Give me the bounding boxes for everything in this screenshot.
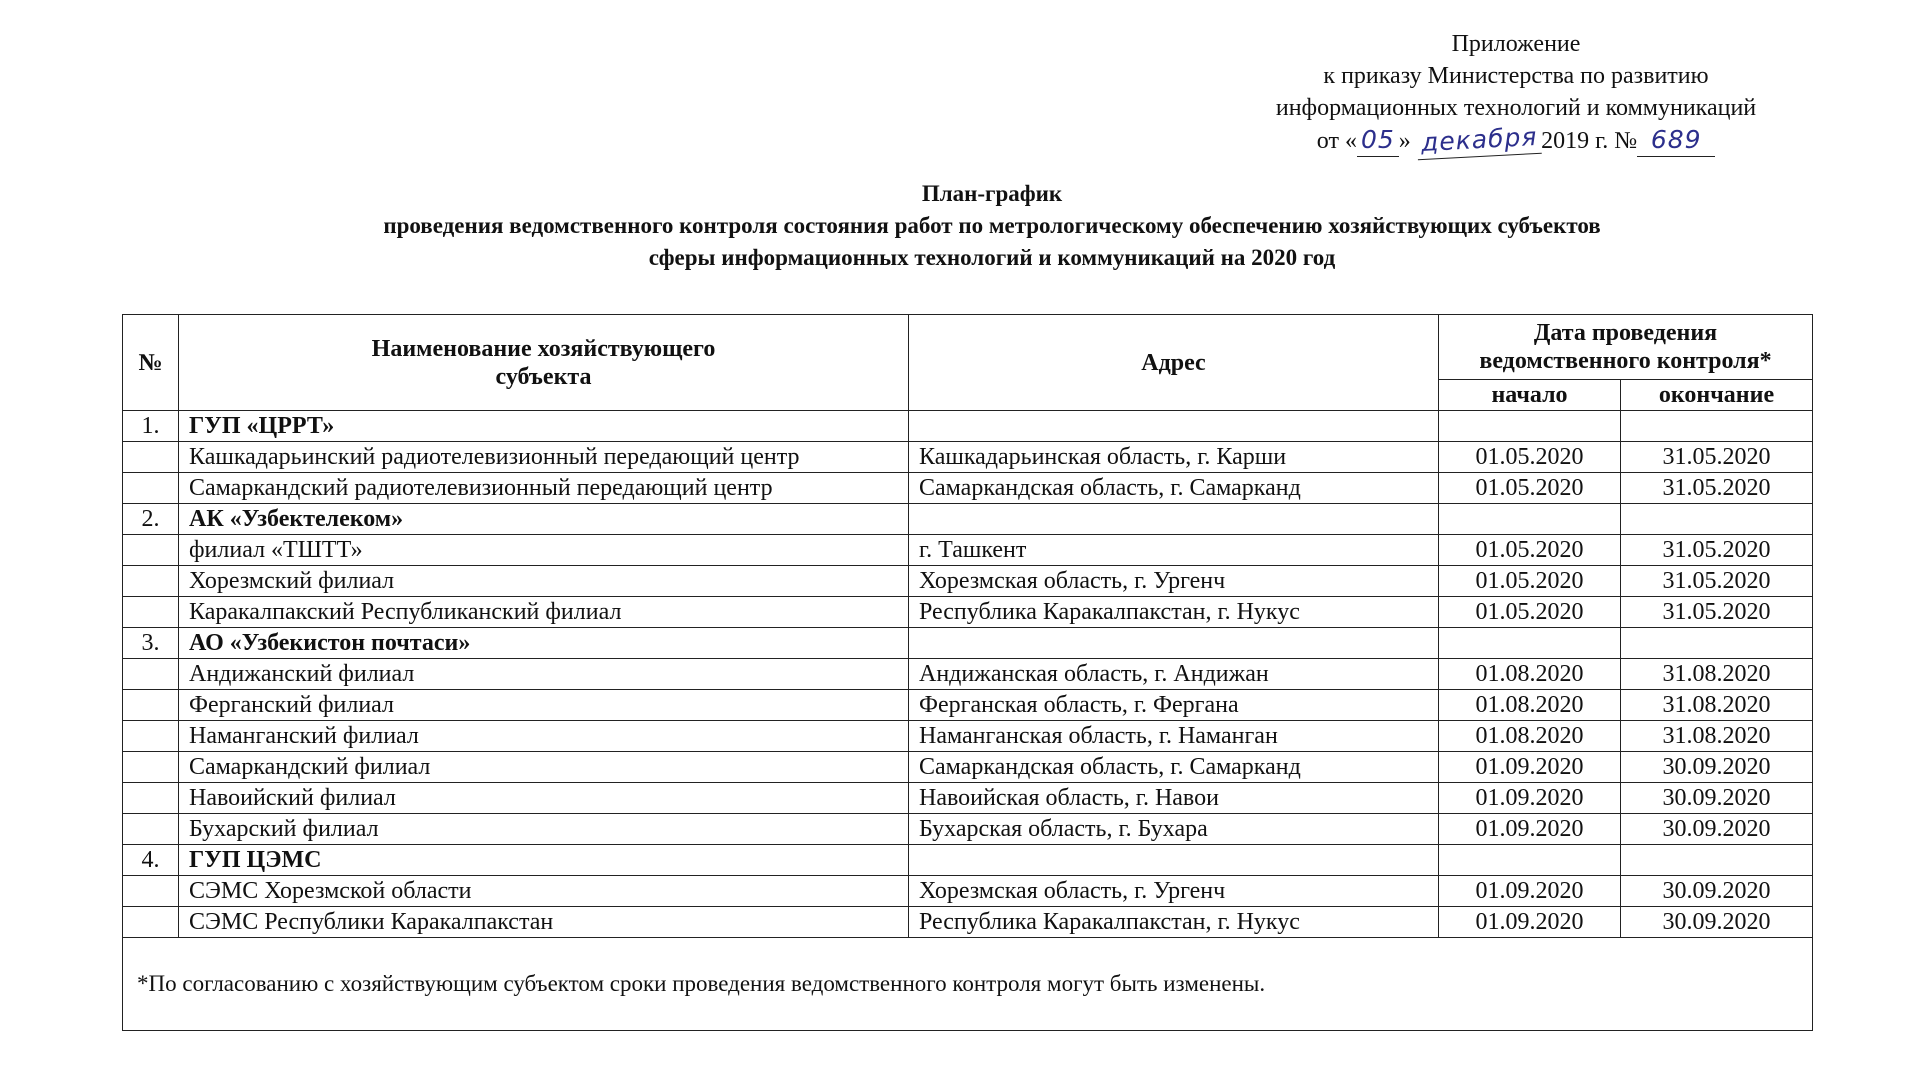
row-start-date: 01.08.2020 (1439, 659, 1621, 690)
title-line-1: План-график (921, 181, 1063, 206)
row-entity-name: ГУП «ЦРРТ» (179, 411, 909, 442)
table-row (123, 566, 1813, 597)
row-start-date: 01.05.2020 (1439, 442, 1621, 473)
header-control-date-line-1: Дата проведения (1533, 320, 1718, 346)
row-entity-name: Навоийский филиал (179, 783, 909, 814)
row-number (123, 814, 179, 845)
header-end: окончание (1621, 380, 1813, 411)
table-row (123, 597, 1813, 628)
row-address: Навоийская область, г. Навои (909, 783, 1439, 814)
row-start-date: 01.05.2020 (1439, 535, 1621, 566)
header-number: № (123, 315, 179, 411)
footnote: *По согласованию с хозяйствующим субъектом сроки проведения ведомственного контроля могут быть изменены. (123, 938, 1813, 1031)
table-group-row (123, 845, 1813, 876)
table-row (123, 783, 1813, 814)
row-number (123, 566, 179, 597)
table-row (123, 814, 1813, 845)
row-end-date: 31.05.2020 (1621, 473, 1813, 504)
row-number: 4. (123, 845, 179, 876)
row-end-date: 31.08.2020 (1621, 721, 1813, 752)
table-group-row (123, 411, 1813, 442)
title-line-2: проведения ведомственного контроля состояния работ по метрологическому обеспечению хозяйствующих субъектов (383, 213, 1601, 238)
row-number (123, 659, 179, 690)
table-group-row (123, 628, 1813, 659)
row-entity-name: Андижанский филиал (179, 659, 909, 690)
row-entity-name: Бухарский филиал (179, 814, 909, 845)
row-number: 3. (123, 628, 179, 659)
row-entity-name: АК «Узбектелеком» (179, 504, 909, 535)
appendix-ministry: информационных технологий и коммуникаций (1275, 95, 1757, 121)
table-row (123, 473, 1813, 504)
row-number (123, 597, 179, 628)
row-end-date: 31.05.2020 (1621, 535, 1813, 566)
table-row (123, 876, 1813, 907)
row-number: 2. (123, 504, 179, 535)
row-start-date: 01.05.2020 (1439, 473, 1621, 504)
row-address: Андижанская область, г. Андижан (909, 659, 1439, 690)
row-end-date: 31.08.2020 (1621, 659, 1813, 690)
row-end-date: 30.09.2020 (1621, 752, 1813, 783)
table-group-row (123, 504, 1813, 535)
row-address: Наманганская область, г. Наманган (909, 721, 1439, 752)
row-address: Республика Каракалпакстан, г. Нукус (909, 907, 1439, 938)
row-address: Хорезмская область, г. Ургенч (909, 876, 1439, 907)
row-address: Кашкадарьинская область, г. Карши (909, 442, 1439, 473)
row-number (123, 907, 179, 938)
header-start: начало (1439, 380, 1621, 411)
row-start-date: 01.05.2020 (1439, 597, 1621, 628)
row-start-date: 01.09.2020 (1439, 907, 1621, 938)
table-row (123, 752, 1813, 783)
handwritten-month: декабря (1416, 121, 1542, 160)
row-address (909, 628, 1439, 659)
table-body (123, 411, 1813, 938)
row-number (123, 442, 179, 473)
row-end-date: 31.08.2020 (1621, 690, 1813, 721)
table-row (123, 690, 1813, 721)
table-row (123, 721, 1813, 752)
row-entity-name: Ферганский филиал (179, 690, 909, 721)
row-number (123, 876, 179, 907)
row-number (123, 752, 179, 783)
title-line-3: сферы информационных технологий и коммуникаций на 2020 год (648, 245, 1336, 270)
row-start-date: 01.05.2020 (1439, 566, 1621, 597)
row-address: Республика Каракалпакстан, г. Нукус (909, 597, 1439, 628)
header-address: Адрес (909, 315, 1439, 411)
row-start-date: 01.08.2020 (1439, 690, 1621, 721)
date-prefix: от « (1316, 128, 1357, 154)
row-end-date: 31.05.2020 (1621, 442, 1813, 473)
row-entity-name: филиал «ТШТТ» (179, 535, 909, 566)
row-entity-name: Каракалпакский Республиканский филиал (179, 597, 909, 628)
row-address: Самаркандская область, г. Самарканд (909, 473, 1439, 504)
row-address (909, 845, 1439, 876)
table-row (123, 442, 1813, 473)
row-address: Бухарская область, г. Бухара (909, 814, 1439, 845)
row-end-date: 30.09.2020 (1621, 907, 1813, 938)
schedule-table (122, 314, 1813, 1031)
row-number (123, 721, 179, 752)
row-end-date: 30.09.2020 (1621, 783, 1813, 814)
table-row (123, 659, 1813, 690)
row-start-date: 01.08.2020 (1439, 721, 1621, 752)
header-entity-name (179, 315, 909, 411)
row-entity-name: Хорезмский филиал (179, 566, 909, 597)
row-number (123, 473, 179, 504)
row-number (123, 690, 179, 721)
row-address: Ферганская область, г. Фергана (909, 690, 1439, 721)
row-address: Хорезмская область, г. Ургенч (909, 566, 1439, 597)
row-end-date (1621, 411, 1813, 442)
row-entity-name: Самаркандский радиотелевизионный передающий центр (179, 473, 909, 504)
row-start-date (1439, 845, 1621, 876)
row-address (909, 411, 1439, 442)
header-entity-name-line-2: субъекта (495, 363, 592, 390)
row-entity-name: ГУП ЦЭМС (179, 845, 909, 876)
row-start-date (1439, 628, 1621, 659)
row-start-date: 01.09.2020 (1439, 814, 1621, 845)
appendix-block (1236, 28, 1796, 157)
row-end-date (1621, 845, 1813, 876)
table-row (123, 535, 1813, 566)
row-address: г. Ташкент (909, 535, 1439, 566)
date-year: 2019 г. № (1541, 128, 1638, 154)
row-address (909, 504, 1439, 535)
row-start-date (1439, 411, 1621, 442)
date-close: » (1398, 128, 1411, 154)
row-end-date (1621, 628, 1813, 659)
row-entity-name: Самаркандский филиал (179, 752, 909, 783)
appendix-title: Приложение (1451, 31, 1581, 57)
row-end-date: 30.09.2020 (1621, 814, 1813, 845)
row-start-date: 01.09.2020 (1439, 876, 1621, 907)
row-start-date (1439, 504, 1621, 535)
row-number (123, 783, 179, 814)
handwritten-day: 05 (1357, 124, 1399, 157)
row-entity-name: АО «Узбекистон почтаси» (179, 628, 909, 659)
header-entity-name-line-1: Наименование хозяйствующего (371, 335, 716, 362)
document-title (0, 178, 1920, 274)
table-row (123, 907, 1813, 938)
row-number (123, 535, 179, 566)
row-start-date: 01.09.2020 (1439, 783, 1621, 814)
row-entity-name: СЭМС Республики Каракалпакстан (179, 907, 909, 938)
row-start-date: 01.09.2020 (1439, 752, 1621, 783)
handwritten-order-number: 689 (1637, 124, 1715, 157)
row-number: 1. (123, 411, 179, 442)
header-control-date-line-2: ведомственного контроля* (1479, 348, 1772, 374)
row-end-date: 30.09.2020 (1621, 876, 1813, 907)
row-end-date: 31.05.2020 (1621, 597, 1813, 628)
row-end-date: 31.05.2020 (1621, 566, 1813, 597)
row-address: Самаркандская область, г. Самарканд (909, 752, 1439, 783)
header-control-date (1439, 315, 1813, 380)
row-entity-name: Кашкадарьинский радиотелевизионный передающий центр (179, 442, 909, 473)
appendix-order-ref: к приказу Министерства по развитию (1323, 63, 1709, 89)
appendix-date-line (1236, 121, 1796, 158)
row-end-date (1621, 504, 1813, 535)
row-entity-name: Наманганский филиал (179, 721, 909, 752)
row-entity-name: СЭМС Хорезмской области (179, 876, 909, 907)
